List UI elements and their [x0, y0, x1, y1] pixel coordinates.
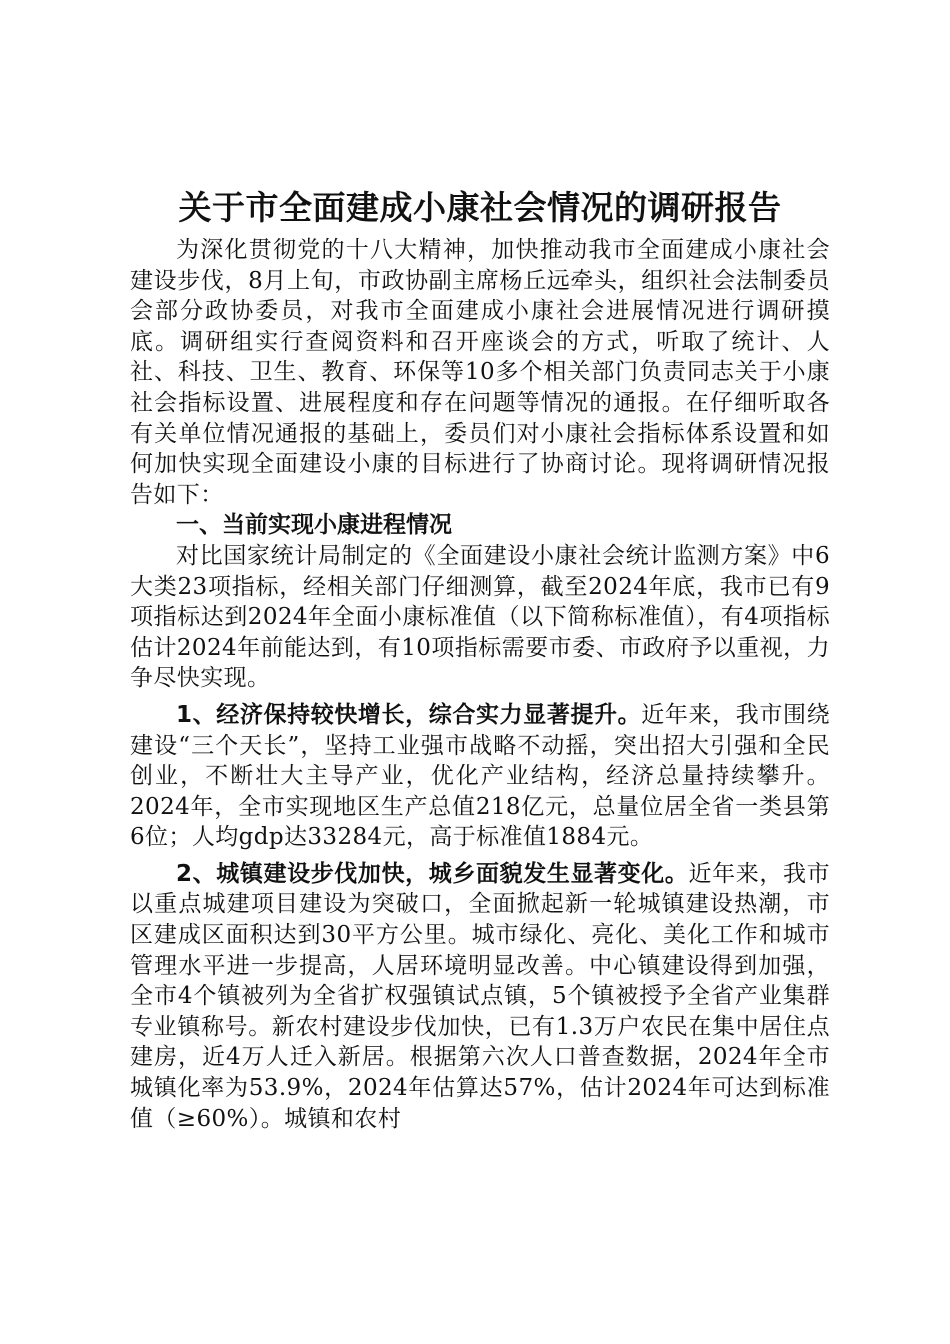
item2-body: 近年来，我市以重点城建项目建设为突破口，全面掀起新一轮城镇建设热潮，市区建成区面积达到30平方公里。城市绿化、亮化、美化工作和城市管理水平进一步提高，人居环境明显改善。中心镇建设得到加强，全市4个镇被列为全省扩权强镇试点镇，5个镇被授予全省产业集群专业镇称号。新农村建设步伐加快，已有1.3万户农民在集中居住点建房，近4万人迁入新居。根据第六次人口普查数据，2024年全市城镇化率为53.9%，2024年估算达57%，估计2024年可达到标准值（≥60%）。城镇和农村 [130, 860, 830, 1132]
item1-lead: 1、经济保持较快增长，综合实力显著提升。 [176, 701, 642, 728]
item2-lead: 2、城镇建设步伐加快，城乡面貌发生显著变化。 [176, 860, 689, 887]
section1-intro-paragraph: 对比国家统计局制定的《全面建设小康社会统计监测方案》中6大类23项指标，经相关部门仔细测算，截至2024年底，我市已有9项指标达到2024年全面小康标准值（以下简称标准值），有4项指标估计2024年前能达到，有10项指标需要市委、市政府予以重视，力争尽快实现。 [130, 542, 830, 692]
document-page [130, 185, 830, 1134]
document-title: 关于市全面建成小康社会情况的调研报告 [178, 188, 782, 227]
section-heading-1: 一、当前实现小康进程情况 [176, 512, 452, 539]
item2-paragraph [130, 859, 830, 1134]
item1-body: 近年来，我市围绕建设“三个天长”，坚持工业强市战略不动摇，突出招大引强和全民创业，不断壮大主导产业，优化产业结构，经济总量持续攀升。2024年，全市实现地区生产总值218亿元，总量位居全省一类县第6位；人均gdp达33284元，高于标准值1884元。 [130, 701, 830, 851]
intro-paragraph: 为深化贯彻党的十八大精神，加快推动我市全面建成小康社会建设步伐，8月上旬，市政协副主席杨丘远牵头，组织社会法制委员会部分政协委员，对我市全面建成小康社会进展情况进行调研摸底。调研组实行查阅资料和召开座谈会的方式，听取了统计、人社、科技、卫生、教育、环保等10多个相关部门负责同志关于小康社会指标设置、进展程度和存在问题等情况的通报。在仔细听取各有关单位情况通报的基础上，委员们对小康社会指标体系设置和如何加快实现全面建设小康的目标进行了协商讨论。现将调研情况报告如下： [130, 237, 830, 508]
item1-paragraph [130, 700, 830, 853]
